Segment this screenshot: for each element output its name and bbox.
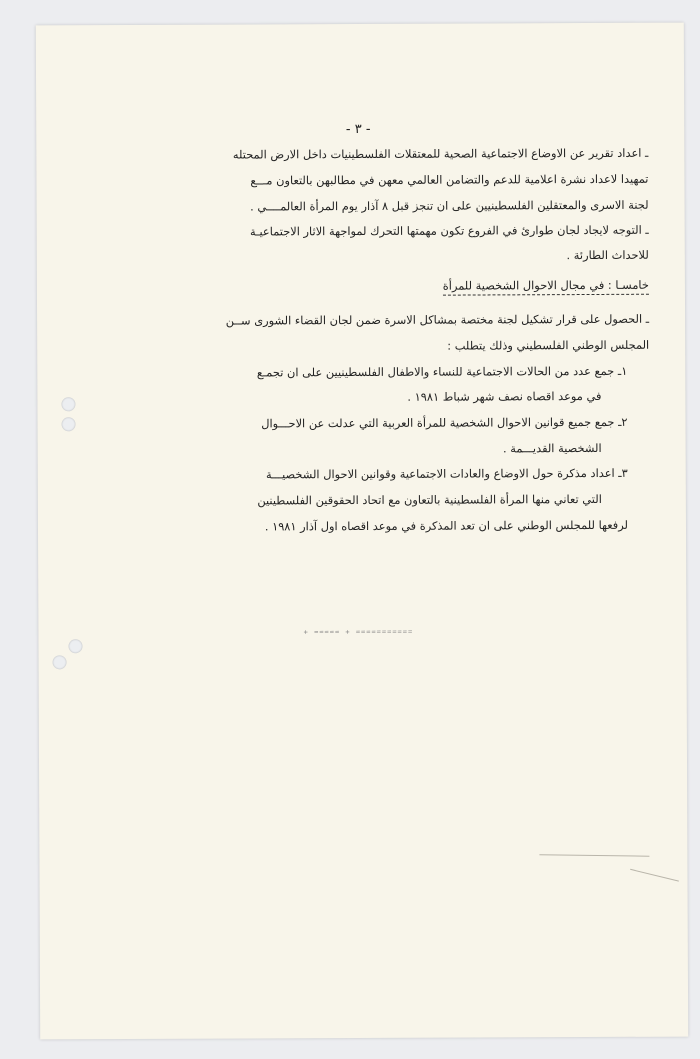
text-line: تمهيدا لاعداد نشرة اعلامية للدعم والتضامن العالمي معهن في مطالبهن بالتعاون مـــع xyxy=(250,171,649,188)
punch-hole xyxy=(68,639,82,653)
text-line: في موعد اقصاه نصف شهر شباط ١٩٨١ . xyxy=(407,388,602,404)
text-line: ـ التوجه لايجاد لجان طوارئ في الفروع تكون مهمتها التحرك لمواجهة الاثار الاجتماعيـة xyxy=(250,222,649,239)
page-number: - ٣ - xyxy=(345,121,371,138)
text-line: لرفعها للمجلس الوطني على ان تعد المذكرة في موعد اقصاه اول آذار ١٩٨١ . xyxy=(264,517,629,534)
paper-crease xyxy=(630,869,679,882)
list-item: ٣ـ اعداد مذكرة حول الاوضاع والعادات الاجتماعية وقوانين الاحوال الشخصيـــة xyxy=(265,465,628,482)
text-line: ـ الحصول على قرار تشكيل لجنة مختصة بمشاكل الاسرة ضمن لجان القضاء الشورى ســن xyxy=(225,311,650,328)
separator-line: + ===== + =========== xyxy=(303,627,414,637)
list-item: ١ـ جمع عدد من الحالات الاجتماعية للنساء والاطفال الفلسطينيين على ان تجمـع xyxy=(256,363,628,380)
section-heading: خامسـا : في مجال الاحوال الشخصية للمرأة xyxy=(443,277,649,296)
punch-hole xyxy=(62,417,76,431)
punch-hole xyxy=(61,397,75,411)
text-line: المجلس الوطني الفلسطيني وذلك يتطلب : xyxy=(447,337,650,353)
document-page xyxy=(36,23,688,1040)
list-item: ٢ـ جمع جميع قوانين الاحوال الشخصية للمرأة العربية التي عدلت عن الاحـــوال xyxy=(261,414,628,431)
text-line: التي تعاني منها المرأة الفلسطينية بالتعاون مع اتحاد الحقوقين الفلسطينين xyxy=(257,491,602,508)
text-line: للاحداث الطارئة . xyxy=(566,247,649,263)
text-line: ـ اعداد تقرير عن الاوضاع الاجتماعية الصحية للمعتقلات الفلسطينيات داخل الارض المحتله xyxy=(232,145,649,162)
text-line: الشخصية القديـــمة . xyxy=(502,440,602,456)
text-line: لجنة الاسرى والمعتقلين الفلسطينيين على ان تنجز قبل ٨ آذار يوم المرأة العالمــــي . xyxy=(250,197,649,214)
paper-crease xyxy=(539,854,649,856)
punch-hole xyxy=(53,655,67,669)
